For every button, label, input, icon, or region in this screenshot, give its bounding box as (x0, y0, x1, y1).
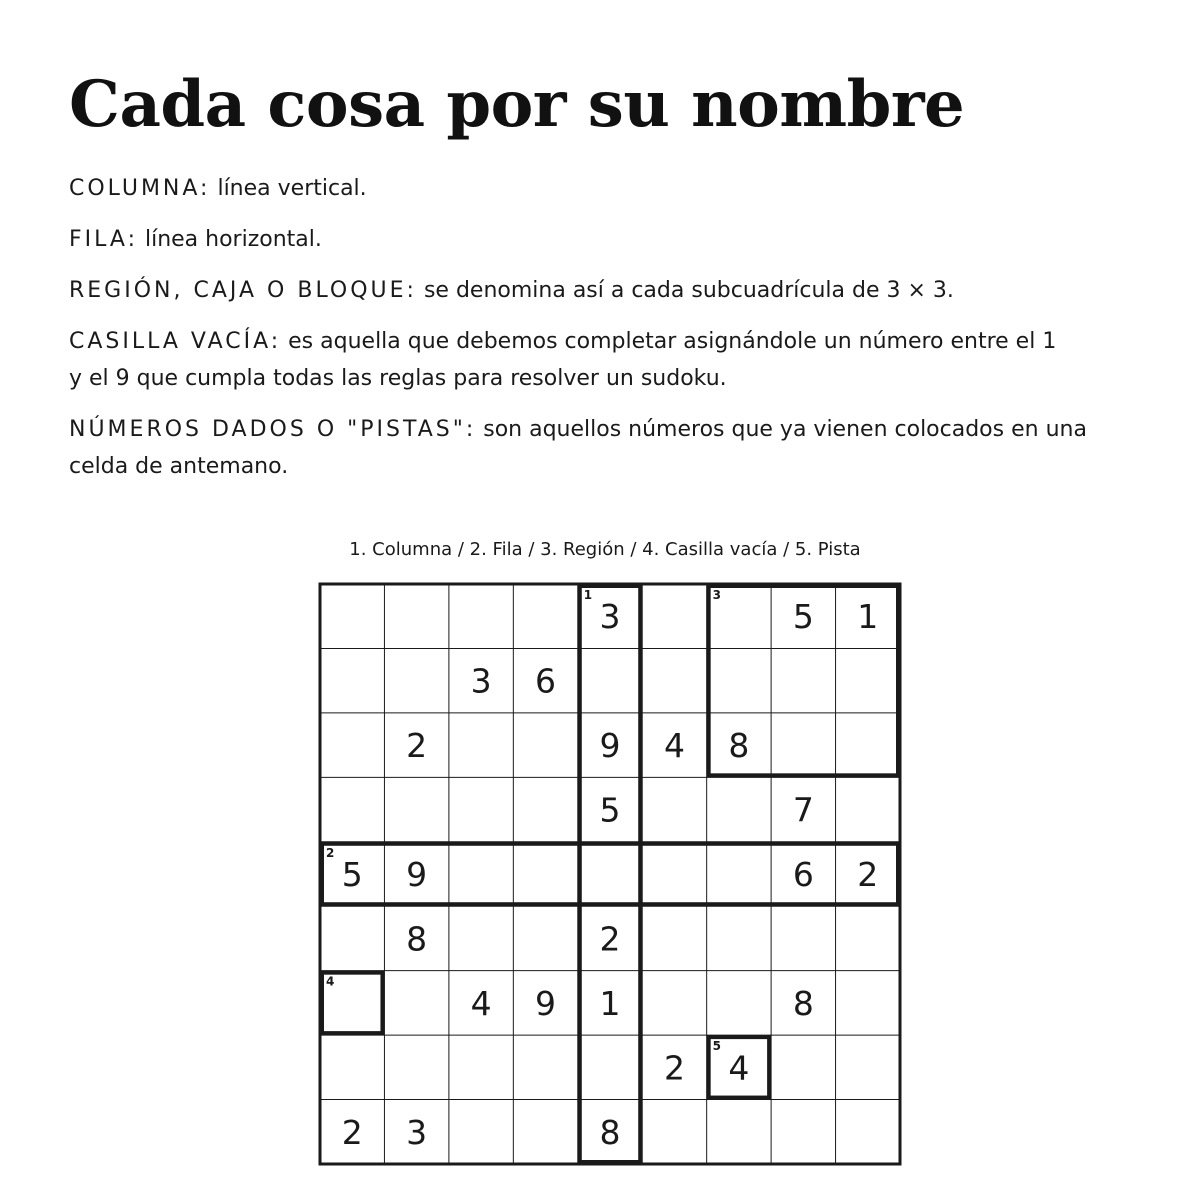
cell-digit: 3 (599, 597, 621, 637)
sudoku-cell (836, 713, 900, 777)
cell-digit: 8 (599, 1112, 621, 1152)
sudoku-cell (449, 777, 513, 841)
sudoku-cell (836, 648, 900, 712)
sudoku-cell (384, 971, 448, 1035)
cell-digit: 8 (728, 726, 750, 766)
definition-row (69, 221, 1149, 258)
sudoku-cell (449, 1100, 513, 1164)
sudoku-cell (642, 648, 706, 712)
definition-region (69, 272, 1149, 309)
cell-digit: 9 (406, 855, 428, 894)
sudoku-cell (707, 777, 771, 841)
definition-text: línea horizontal. (137, 227, 322, 252)
highlight-label: 5 (712, 1039, 722, 1054)
sudoku-cell (771, 648, 835, 712)
sudoku-grid (318, 582, 902, 1166)
sudoku-cell (320, 906, 384, 970)
highlight-label: 1 (583, 588, 593, 602)
cell-digit: 7 (792, 790, 814, 830)
sudoku-cell (449, 713, 513, 777)
sudoku-cell (642, 842, 706, 906)
sudoku-cell (836, 777, 900, 841)
cell-digit: 3 (470, 661, 492, 701)
sudoku-cell (449, 842, 513, 906)
sudoku-cell (836, 906, 900, 970)
sudoku-cell (384, 1035, 448, 1099)
cell-digit: 2 (599, 919, 621, 959)
sudoku-cell (836, 971, 900, 1035)
cell-digit: 6 (535, 661, 557, 701)
sudoku-caption: 1. Columna / 2. Fila / 3. Región / 4. Casilla vacía / 5. Pista (349, 539, 861, 560)
cell-digit: 4 (663, 726, 685, 766)
cell-digit: 2 (663, 1048, 685, 1088)
sudoku-cell (707, 1100, 771, 1164)
sudoku-cell (320, 713, 384, 777)
sudoku-cell (642, 777, 706, 841)
sudoku-cell (642, 906, 706, 970)
cell-digit: 2 (406, 726, 428, 766)
sudoku-cell (320, 1035, 384, 1099)
definition-term: COLUMNA: (69, 176, 211, 201)
definition-clues (69, 411, 1149, 485)
cell-digit: 4 (470, 983, 492, 1023)
cell-digit: 2 (857, 855, 879, 894)
sudoku-cell (384, 584, 448, 648)
highlight-label: 3 (712, 588, 722, 602)
cell-digit: 5 (792, 597, 814, 637)
cell-digit: 1 (857, 597, 879, 637)
definition-term: NÚMEROS DADOS O "PISTAS": (69, 417, 477, 442)
cell-digit: 2 (341, 1112, 363, 1152)
cell-digit: 9 (599, 726, 621, 766)
sudoku-cell (836, 1035, 900, 1099)
sudoku-cell (771, 713, 835, 777)
definition-empty-cell (69, 323, 1059, 397)
sudoku-cell (384, 648, 448, 712)
cell-digit: 1 (599, 983, 621, 1023)
sudoku-cell (707, 842, 771, 906)
cell-digit: 9 (535, 983, 557, 1023)
sudoku-cell (707, 648, 771, 712)
sudoku-cell (513, 1100, 577, 1164)
sudoku-cell (642, 971, 706, 1035)
sudoku-cell (771, 906, 835, 970)
definition-term: FILA: (69, 227, 138, 252)
definition-term: CASILLA VACÍA: (69, 329, 282, 354)
sudoku-cell (513, 1035, 577, 1099)
sudoku-cell (771, 1035, 835, 1099)
sudoku-cell (836, 1100, 900, 1164)
sudoku-cell (707, 906, 771, 970)
definition-text: es aquella que debemos completar asignándole un número entre el 1 y el 9 que cumpla todas las reglas para resolver un sudoku. (69, 329, 1057, 391)
sudoku-cell (578, 1035, 642, 1099)
highlight-label: 4 (326, 974, 335, 989)
sudoku-cell (513, 713, 577, 777)
cell-digit: 3 (406, 1112, 428, 1152)
sudoku-cell (449, 1035, 513, 1099)
sudoku-cell (771, 1100, 835, 1164)
cell-digit: 6 (792, 855, 814, 894)
sudoku-cell (320, 777, 384, 841)
cell-digit: 5 (341, 855, 363, 894)
sudoku-cell (513, 906, 577, 970)
sudoku-cell (578, 648, 642, 712)
cell-digit: 4 (728, 1048, 750, 1088)
sudoku-cell (320, 584, 384, 648)
highlight-label: 2 (326, 845, 335, 860)
cell-digit: 8 (406, 919, 428, 959)
page-title: Cada cosa por su nombre (69, 67, 965, 142)
cell-digit: 8 (792, 983, 814, 1023)
sudoku-cell (320, 648, 384, 712)
sudoku-cell (513, 842, 577, 906)
sudoku-svg (318, 582, 902, 1166)
definition-text: se denomina así a cada subcuadrícula de 3 × 3. (416, 278, 954, 303)
sudoku-cell (707, 971, 771, 1035)
definitions-list (69, 170, 1149, 499)
definition-text: línea vertical. (210, 176, 367, 201)
definition-text: son aquellos números que ya vienen colocados en una celda de antemano. (69, 417, 1087, 479)
sudoku-cell (578, 842, 642, 906)
definition-column (69, 170, 1149, 207)
sudoku-cell (642, 584, 706, 648)
sudoku-cell (513, 584, 577, 648)
sudoku-cell (449, 906, 513, 970)
cell-digit: 5 (599, 790, 621, 830)
sudoku-cell (449, 584, 513, 648)
sudoku-cell (384, 777, 448, 841)
sudoku-cell (513, 777, 577, 841)
sudoku-cell (642, 1100, 706, 1164)
definition-term: REGIÓN, CAJA O BLOQUE: (69, 278, 417, 303)
